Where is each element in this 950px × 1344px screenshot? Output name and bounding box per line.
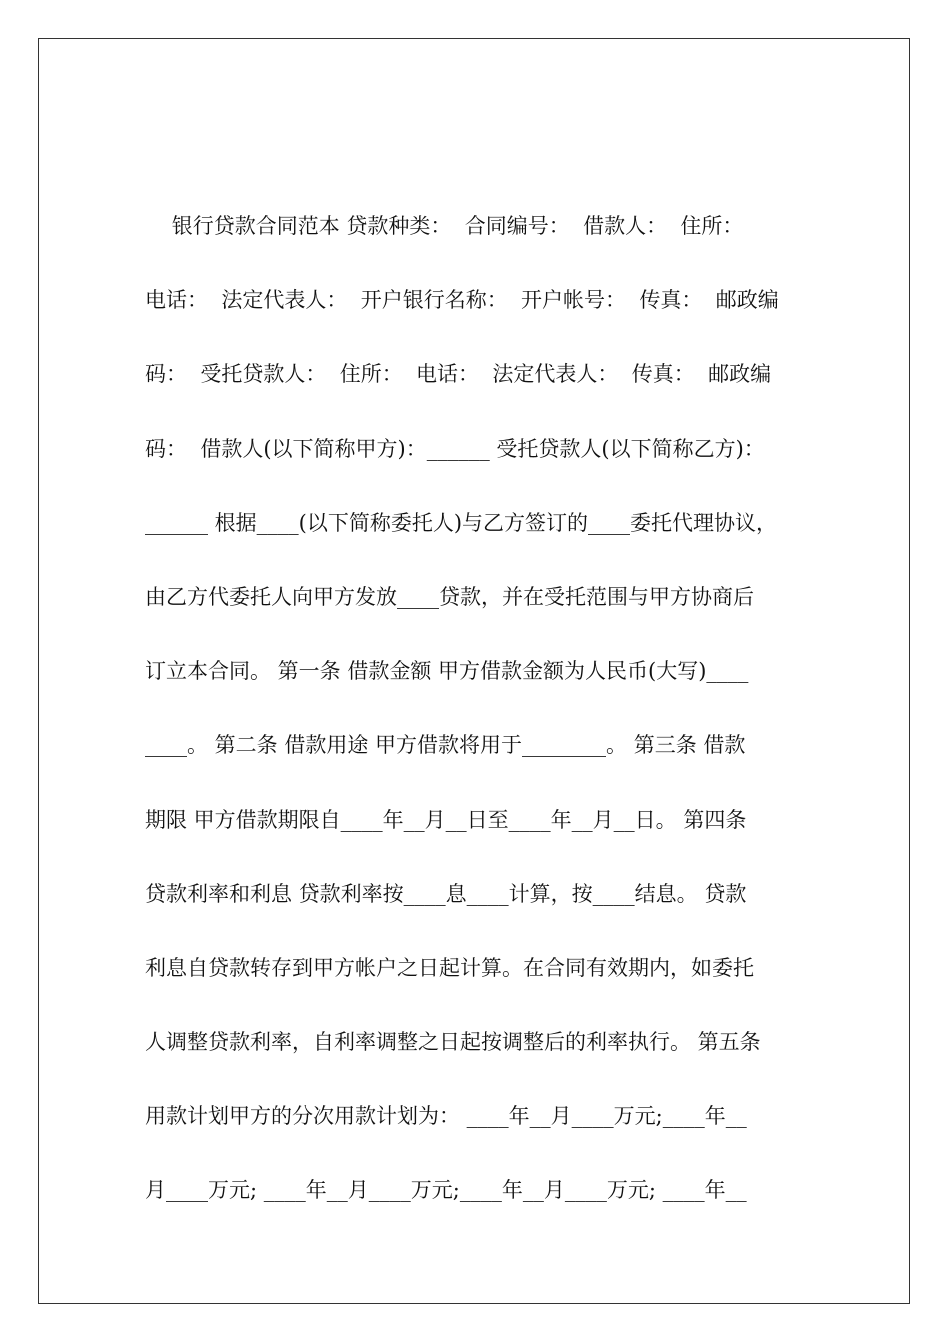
contract-line: 码： 受托贷款人： 住所： 电话： 法定代表人： 传真： 邮政编 — [145, 362, 772, 387]
contract-line: 用款计划甲方的分次用款计划为： ____年__月____万元;____年__ — [145, 1104, 747, 1129]
contract-line: 人调整贷款利率，自利率调整之日起按调整后的利率执行。 第五条 — [145, 1030, 761, 1055]
contract-line: 期限 甲方借款期限自____年__月__日至____年__月__日。 第四条 — [145, 807, 747, 832]
contract-line: 银行贷款合同范本 贷款种类： 合同编号： 借款人： 住所： — [145, 214, 744, 238]
contract-line: 利息自贷款转存到甲方帐户之日起计算。在合同有效期内，如委托 — [145, 955, 754, 980]
contract-line: 月____万元; ____年__月____万元;____年__月____万元; ____年__ — [145, 1178, 747, 1203]
contract-line: 电话： 法定代表人： 开户银行名称： 开户帐号： 传真： 邮政编 — [145, 288, 779, 313]
contract-line: 贷款利率和利息 贷款利率按____息____计算，按____结息。 贷款 — [145, 881, 747, 906]
contract-line: 由乙方代委托人向甲方发放____贷款，并在受托范围与甲方协商后 — [145, 584, 754, 609]
contract-line: 订立本合同。 第一条 借款金额 甲方借款金额为人民币(大写)____ — [145, 659, 749, 684]
contract-line: 码： 借款人(以下简称甲方)：______ 受托贷款人(以下简称乙方)： — [145, 436, 765, 461]
contract-body — [145, 205, 825, 1244]
contract-line: ____。 第二条 借款用途 甲方借款将用于________。 第三条 借款 — [145, 733, 746, 758]
contract-line: ______ 根据____(以下简称委托人)与乙方签订的____委托代理协议， — [145, 510, 778, 535]
